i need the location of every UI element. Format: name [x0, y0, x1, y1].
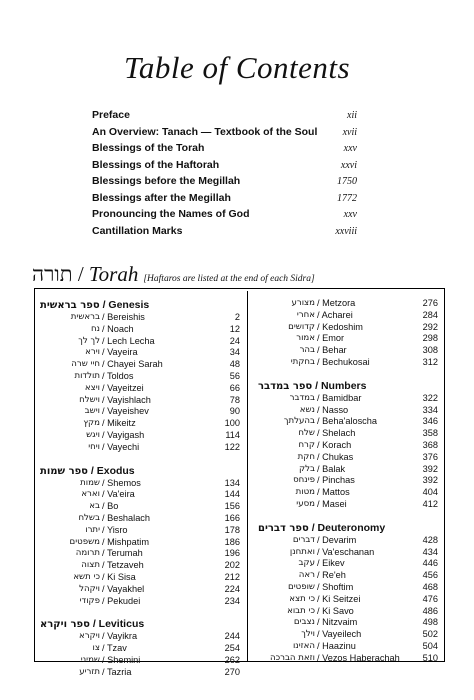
parsha-hebrew-name: ויחי: [88, 441, 100, 452]
page-number: 376: [422, 451, 438, 462]
book-heading: [40, 464, 240, 478]
parsha-entry[interactable]: [40, 572, 240, 584]
parsha-name: / Vayeilech: [317, 629, 362, 640]
parsha-hebrew-name: שלח: [298, 428, 315, 439]
parsha-entry[interactable]: [40, 478, 240, 490]
parsha-entry[interactable]: [40, 430, 240, 442]
front-matter-item[interactable]: Blessings after the Megillah 1772: [92, 191, 357, 204]
parsha-entry[interactable]: [258, 298, 438, 310]
parsha-name: / Ki Sisa: [102, 571, 136, 582]
parsha-name: / Ki Savo: [317, 605, 354, 616]
page-number: 298: [422, 333, 438, 344]
parsha-hebrew-name: וזאת הברכה: [269, 652, 315, 663]
parsha-name: / Terumah: [102, 548, 143, 559]
section-gap: [40, 454, 240, 464]
front-matter-item[interactable]: Blessings of the Torah xxv: [92, 142, 357, 154]
page-number: 428: [422, 534, 438, 545]
parsha-entry[interactable]: [258, 547, 438, 559]
page-number: 434: [422, 546, 438, 557]
page-number: 456: [422, 570, 438, 581]
parsha-entry[interactable]: [40, 537, 240, 549]
parsha-name: / Mattos: [317, 487, 350, 498]
parsha-hebrew-name: מסעי: [296, 498, 315, 509]
parsha-entry[interactable]: [258, 405, 438, 417]
parsha-hebrew-name: וירא: [85, 347, 100, 358]
parsha-hebrew-name: ויצא: [84, 382, 100, 393]
front-matter-item[interactable]: An Overview: Tanach — Textbook of the Soul xvii: [92, 125, 357, 138]
page-number: 178: [224, 524, 240, 535]
parsha-entry[interactable]: [258, 570, 438, 582]
torah-section-heading: [32, 262, 315, 287]
parsha-entry[interactable]: [258, 629, 438, 641]
parsha-name: / Pekudei: [102, 595, 141, 606]
parsha-entry[interactable]: [40, 406, 240, 418]
page-number: 224: [224, 583, 240, 594]
parsha-name: / Chayei Sarah: [102, 359, 163, 370]
parsha-entry[interactable]: [40, 501, 240, 513]
parsha-name: / Lech Lecha: [102, 335, 155, 346]
parsha-hebrew-name: וילך: [301, 629, 315, 640]
parsha-name: / Bereishis: [102, 312, 145, 322]
book-hebrew-name: ספר בראשית: [40, 300, 100, 311]
parsha-name: / Vayakhel: [102, 583, 145, 594]
page-number: 234: [224, 595, 240, 606]
page-number: 334: [422, 404, 438, 415]
parsha-entry[interactable]: [258, 499, 438, 511]
parsha-entry[interactable]: [258, 333, 438, 345]
parsha-name: / Yisro: [102, 524, 128, 535]
parsha-hebrew-name: ויקרא: [79, 631, 100, 642]
page-number: 66: [229, 382, 240, 393]
page-number: 90: [229, 406, 240, 417]
page-number: 202: [224, 560, 240, 571]
page-footer: [0, 683, 474, 689]
parsha-name: / Kedoshim: [317, 321, 363, 332]
parsha-hebrew-name: פינחס: [293, 475, 315, 486]
page-number: 244: [224, 631, 240, 642]
parsha-name: / Shoftim: [317, 581, 354, 592]
page-number: xxv: [343, 143, 357, 154]
parsha-hebrew-name: ויגש: [86, 429, 100, 440]
parsha-entry[interactable]: [258, 464, 438, 476]
book-english-name: / Numbers: [315, 379, 367, 392]
parsha-entry[interactable]: [258, 345, 438, 357]
page-number: 1772: [337, 192, 357, 204]
front-matter-item[interactable]: Pronouncing the Names of God xxv: [92, 208, 357, 220]
parsha-hebrew-name: משפטים: [69, 536, 100, 547]
parsha-hebrew-name: נצבים: [293, 617, 315, 628]
parsha-name: / Mikeitz: [102, 418, 136, 429]
parsha-hebrew-name: בשלח: [78, 512, 100, 523]
parsha-hebrew-name: בהר: [299, 345, 315, 356]
parsha-hebrew-name: עקב: [298, 558, 315, 569]
front-matter-item[interactable]: Cantillation Marks xxviii: [92, 224, 357, 237]
column-divider: [247, 291, 248, 662]
parsha-name: / Metzora: [317, 298, 356, 308]
parsha-hebrew-name: האזינו: [292, 640, 315, 651]
book-english-name: / Genesis: [102, 299, 150, 311]
parsha-hebrew-name: וישלח: [79, 394, 100, 405]
page-number: 358: [422, 428, 438, 439]
parsha-name: / Chukas: [317, 451, 354, 462]
parsha-entry[interactable]: [258, 393, 438, 405]
parsha-entry[interactable]: [40, 312, 240, 324]
parsha-hebrew-name: לך לך: [78, 335, 100, 346]
parsha-name: / Va'eschanan: [317, 546, 375, 557]
section-gap: [258, 369, 438, 379]
parsha-name: / Vayeitzei: [102, 382, 144, 393]
parsha-name: / Masei: [317, 498, 347, 509]
page-number: 404: [422, 487, 438, 498]
parsha-name: / Balak: [317, 463, 346, 474]
parsha-hebrew-name: בא: [89, 501, 100, 512]
parsha-entry[interactable]: [40, 395, 240, 407]
page-number: 284: [422, 309, 438, 320]
parsha-entry[interactable]: [40, 655, 240, 667]
parsha-hebrew-name: פקודי: [79, 595, 100, 606]
page-number: 308: [422, 345, 438, 356]
parsha-entry[interactable]: [258, 606, 438, 618]
torah-hebrew-title: תורה: [32, 262, 73, 286]
parsha-name: / Devarim: [317, 534, 357, 545]
front-matter-list: [92, 109, 357, 241]
parsha-name: / Mishpatim: [102, 536, 149, 547]
parsha-entry[interactable]: [258, 535, 438, 547]
parsha-hebrew-name: מטות: [295, 487, 315, 498]
parsha-entry[interactable]: [40, 418, 240, 430]
parsha-name: / Tazria: [102, 666, 132, 677]
parsha-hebrew-name: כי תבוא: [287, 605, 315, 616]
parsha-hebrew-name: וישב: [84, 406, 100, 417]
page-number: 156: [224, 501, 240, 512]
book-hebrew-name: ספר במדבר: [258, 380, 313, 392]
page-number: 392: [422, 475, 438, 486]
parsha-name: / Vayishlach: [102, 394, 151, 405]
page-number: 100: [224, 418, 240, 429]
parsha-entry[interactable]: [40, 643, 240, 655]
parsha-hebrew-name: בהעלתך: [283, 416, 315, 427]
parsha-entry[interactable]: [40, 383, 240, 395]
parsha-name: / Nasso: [317, 404, 349, 415]
page-number: 196: [224, 548, 240, 559]
parsha-hebrew-name: בלק: [299, 463, 315, 474]
parsha-hebrew-name: שמות: [80, 477, 100, 488]
parsha-name: / Va'eira: [102, 489, 135, 500]
page-number: 312: [422, 356, 438, 367]
book-hebrew-name: ספר שמות: [40, 465, 88, 477]
parsha-hebrew-name: כי תצא: [289, 593, 315, 604]
page-number: xii: [347, 110, 357, 121]
page-number: 166: [224, 512, 240, 523]
page-number: 322: [422, 392, 438, 403]
parsha-entry[interactable]: [40, 324, 240, 336]
page-number: 1750: [337, 176, 357, 187]
parsha-name: / Emor: [317, 333, 345, 344]
parsha-entry[interactable]: [258, 558, 438, 570]
parsha-hebrew-name: אחרי: [296, 309, 315, 320]
parsha-entry[interactable]: [40, 584, 240, 596]
parsha-name: / Bo: [102, 501, 119, 512]
parsha-hebrew-name: אמור: [296, 333, 315, 344]
page-number: 78: [229, 394, 240, 405]
parsha-entry[interactable]: [258, 475, 438, 487]
book-english-name: / Leviticus: [92, 618, 145, 631]
parsha-entry[interactable]: [40, 359, 240, 371]
parsha-name: / Beshalach: [102, 512, 151, 523]
parsha-name: / Bamidbar: [317, 392, 362, 403]
parsha-name: / Eikev: [317, 558, 345, 569]
parsha-hebrew-name: קרח: [298, 439, 315, 450]
parsha-entry[interactable]: [40, 513, 240, 525]
parsha-hebrew-name: ויקהל: [79, 583, 100, 594]
parsha-hebrew-name: חקת: [297, 451, 315, 462]
page-number: 2: [234, 312, 240, 322]
parsha-hebrew-name: צו: [92, 643, 100, 654]
parsha-entry[interactable]: [40, 667, 240, 679]
parsha-entry[interactable]: [258, 452, 438, 464]
page-number: 392: [422, 463, 438, 474]
page-number: 270: [224, 666, 240, 677]
parsha-hebrew-name: קדושים: [288, 321, 315, 332]
parsha-hebrew-name: כי תשא: [73, 571, 100, 582]
page-number: 134: [224, 477, 240, 488]
book-english-name: / Exodus: [90, 464, 135, 477]
parsha-entry[interactable]: [258, 440, 438, 452]
front-matter-item[interactable]: Preface xii: [92, 109, 357, 121]
page-number: xxvi: [340, 159, 357, 171]
parsha-name: / Tzav: [102, 643, 127, 654]
parsha-hebrew-name: שופטים: [288, 581, 315, 592]
parsha-entry[interactable]: [40, 442, 240, 454]
page-number: 48: [229, 359, 240, 370]
parsha-hebrew-name: במדבר: [289, 392, 315, 403]
front-matter-item[interactable]: Blessings of the Haftorah xxvi: [92, 158, 357, 171]
parsha-entry[interactable]: [258, 416, 438, 428]
parsha-name: / Re'eh: [317, 570, 346, 581]
parsha-entry[interactable]: [258, 357, 438, 369]
parsha-hebrew-name: תצוה: [81, 560, 100, 571]
parsha-entry[interactable]: [40, 371, 240, 383]
parsha-hebrew-name: יתרו: [85, 524, 100, 535]
index-column-right: [258, 298, 438, 665]
parsha-name: / Haazinu: [317, 640, 356, 651]
page-number: 476: [422, 593, 438, 604]
page-number: 144: [224, 489, 240, 500]
page-number: 498: [422, 617, 438, 628]
parsha-name: / Shemos: [102, 477, 141, 488]
parsha-name: / Beha'aloscha: [317, 416, 377, 427]
page-number: 24: [229, 335, 240, 346]
page-number: 122: [224, 441, 240, 452]
page-number: 446: [422, 558, 438, 569]
page-number: xxviii: [335, 225, 357, 237]
parsha-name: / Nitzvaim: [317, 617, 358, 628]
parsha-hebrew-name: בראשית: [70, 312, 100, 322]
parsha-entry[interactable]: [258, 582, 438, 594]
page-number: xxv: [343, 209, 357, 220]
parsha-entry[interactable]: [258, 641, 438, 653]
parsha-entry[interactable]: [40, 489, 240, 501]
parsha-name: / Toldos: [102, 370, 134, 381]
page-number: xvii: [342, 126, 357, 138]
parsha-hebrew-name: נח: [90, 323, 100, 334]
parsha-entry[interactable]: [258, 487, 438, 499]
page-number: 34: [229, 347, 240, 358]
parsha-hebrew-name: מקץ: [83, 418, 100, 429]
page-number: 262: [224, 654, 240, 665]
front-matter-item[interactable]: Blessings before the Megillah 1750: [92, 175, 357, 187]
parsha-name: / Bechukosai: [317, 356, 370, 367]
parsha-name: / Shelach: [317, 428, 356, 439]
book-heading: [258, 379, 438, 393]
parsha-entry[interactable]: [40, 336, 240, 348]
parsha-entry[interactable]: [40, 548, 240, 560]
page-number: 212: [224, 571, 240, 582]
parsha-hebrew-name: תרומה: [75, 548, 100, 559]
parsha-hebrew-name: ראה: [298, 570, 315, 581]
parsha-entry[interactable]: [258, 594, 438, 606]
page-number: 468: [422, 581, 438, 592]
parsha-name: / Vayechi: [102, 441, 140, 452]
parsha-hebrew-name: חיי שרה: [71, 359, 100, 370]
parsha-entry[interactable]: [258, 322, 438, 334]
parsha-name: / Ki Seitzei: [317, 593, 361, 604]
parsha-name: / Noach: [102, 323, 134, 334]
parsha-entry[interactable]: [40, 596, 240, 608]
parsha-hebrew-name: וארא: [81, 489, 100, 500]
parsha-hebrew-name: תולדות: [74, 370, 100, 381]
page-number: 412: [422, 498, 438, 509]
parsha-hebrew-name: ואתחנן: [289, 546, 315, 557]
book-heading: [40, 298, 240, 312]
book-english-name: / Deuteronomy: [311, 521, 386, 534]
parsha-name: / Pinchas: [317, 475, 355, 486]
page-number: 502: [422, 629, 438, 640]
page-number: 504: [422, 640, 438, 651]
parsha-entry[interactable]: [258, 617, 438, 629]
parsha-entry[interactable]: [40, 631, 240, 643]
section-gap: [40, 607, 240, 617]
index-column-left: [40, 298, 240, 679]
parsha-hebrew-name: בחקתי: [290, 356, 315, 367]
page-title: Table of Contents: [123, 50, 351, 85]
parsha-hebrew-name: מצורע: [291, 298, 315, 308]
parsha-hebrew-name: דברים: [292, 534, 315, 545]
page-number: 12: [229, 323, 240, 334]
parsha-hebrew-name: נשא: [299, 404, 315, 415]
section-gap: [258, 511, 438, 521]
parsha-name: / Vayeira: [102, 347, 138, 358]
book-hebrew-name: ספר ויקרא: [40, 619, 90, 631]
book-hebrew-name: ספר דברים: [258, 522, 309, 534]
parsha-name: / Shemini: [102, 654, 141, 665]
parsha-entry[interactable]: [258, 428, 438, 440]
book-heading: [258, 521, 438, 535]
page-number: 56: [229, 370, 240, 381]
page-number: 486: [422, 605, 438, 616]
torah-english-title: Torah: [88, 262, 139, 286]
parsha-name: / Vayeishev: [102, 406, 149, 417]
page-number: 346: [422, 416, 438, 427]
page-number: 276: [422, 298, 438, 308]
parsha-name: / Vayikra: [102, 631, 138, 642]
parsha-entry[interactable]: [40, 525, 240, 537]
parsha-entry[interactable]: [40, 347, 240, 359]
parsha-entry[interactable]: [258, 310, 438, 322]
parsha-entry[interactable]: [40, 560, 240, 572]
parsha-name: / Behar: [317, 345, 347, 356]
page-number: 254: [224, 643, 240, 654]
page-number: 292: [422, 321, 438, 332]
parsha-hebrew-name: שמיני: [80, 654, 100, 665]
parsha-entry[interactable]: [258, 653, 438, 665]
parsha-name: / Tetzaveh: [102, 560, 144, 571]
parsha-name: / Korach: [317, 439, 352, 450]
book-heading: [40, 617, 240, 631]
parsha-name: / Vezos Haberachah: [317, 652, 400, 663]
parsha-name: / Vayigash: [102, 429, 145, 440]
heading-slash: /: [72, 262, 89, 286]
page-number: 368: [422, 439, 438, 450]
parsha-name: / Acharei: [317, 309, 353, 320]
page-number: 510: [422, 652, 438, 663]
page-number: 114: [225, 429, 240, 440]
page-number: 186: [224, 536, 240, 547]
haftaros-note: [Haftaros are listed at the end of each Sidra]: [143, 274, 315, 284]
parsha-hebrew-name: תזריע: [79, 666, 100, 677]
